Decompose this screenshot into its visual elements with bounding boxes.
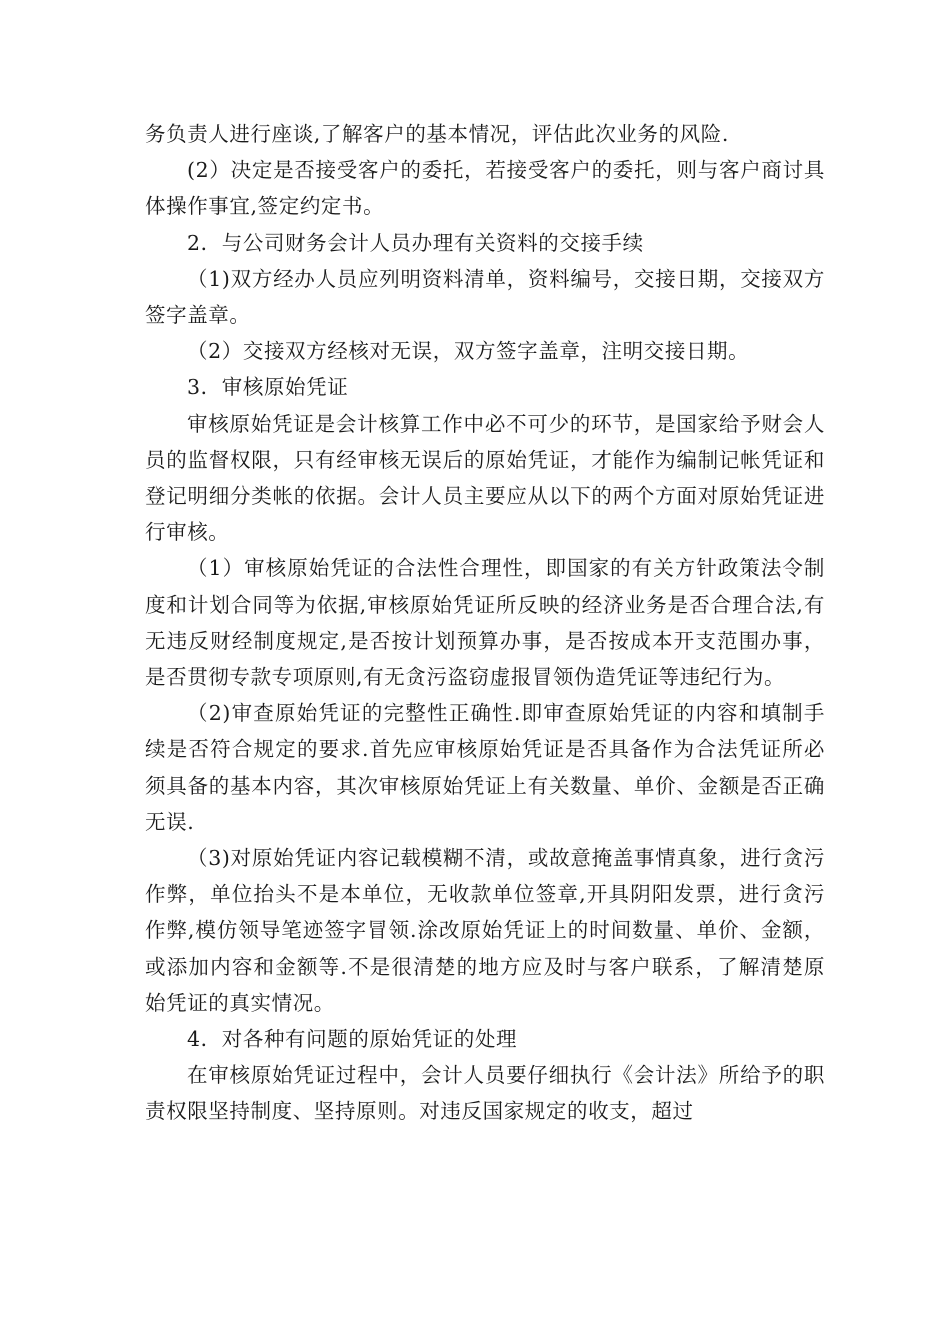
paragraph-item-3-2: （2)审查原始凭证的完整性正确性.即审查原始凭证的内容和填制手续是否符合规定的要求.首先应审核原始凭证是否具备作为合法凭证所必须具备的基本内容，其次审核原始凭证上有关数量、单价、金额是否正确无误. (145, 701, 825, 834)
paragraph-item-3-3: （3)对原始凭证内容记载模糊不清，或故意掩盖事情真象，进行贪污作弊，单位抬头不是本单位，无收款单位签章,开具阴阳发票，进行贪污作弊,模仿领导笔迹签字冒领.涂改原始凭证上的时间数量、单价、金额，或添加内容和金额等.不是很清楚的地方应及时与客户联系，了解清楚原始凭证的真实情况。 (145, 846, 825, 1015)
paragraph-item-2-1: （1)双方经办人员应列明资料清单，资料编号，交接日期，交接双方签字盖章。 (145, 266, 825, 328)
paragraph-continued: 务负责人进行座谈,了解客户的基本情况，评估此次业务的风险. (145, 122, 729, 146)
paragraph-item-1-2: (2）决定是否接受客户的委托，若接受客户的委托，则与客户商讨具体操作事宜,签定约定书。 (145, 158, 825, 219)
section-heading-4: 4．对各种有问题的原始凭证的处理 (187, 1027, 518, 1052)
paragraph-item-3-1: （1）审核原始凭证的合法性合理性，即国家的有关方针政策法令制度和计划合同等为依据,审核原始凭证所反映的经济业务是否合理合法,有无违反财经制度规定,是否按计划预算办事，是否按成本开支范围办事，是否贯彻专款专项原则,有无贪污盗窃虚报冒领伪造凭证等违纪行为。 (145, 556, 825, 690)
paragraph-section-4-intro: 在审核原始凭证过程中，会计人员要仔细执行《会计法》所给予的职责权限坚持制度、坚持原则。对违反国家规定的收支，超过 (145, 1063, 825, 1124)
document-body (145, 116, 825, 1130)
section-heading-3: 3．审核原始凭证 (187, 375, 349, 400)
section-heading-2: 2．与公司财务会计人员办理有关资料的交接手续 (187, 230, 644, 255)
paragraph-item-2-2: （2）交接双方经核对无误，双方签字盖章，注明交接日期。 (187, 339, 750, 364)
paragraph-section-3-intro: 审核原始凭证是会计核算工作中必不可少的环节，是国家给予财会人员的监督权限，只有经审核无误后的原始凭证，才能作为编制记帐凭证和登记明细分类帐的依据。会计人员主要应从以下的两个方面对原始凭证进行审核。 (145, 411, 825, 545)
